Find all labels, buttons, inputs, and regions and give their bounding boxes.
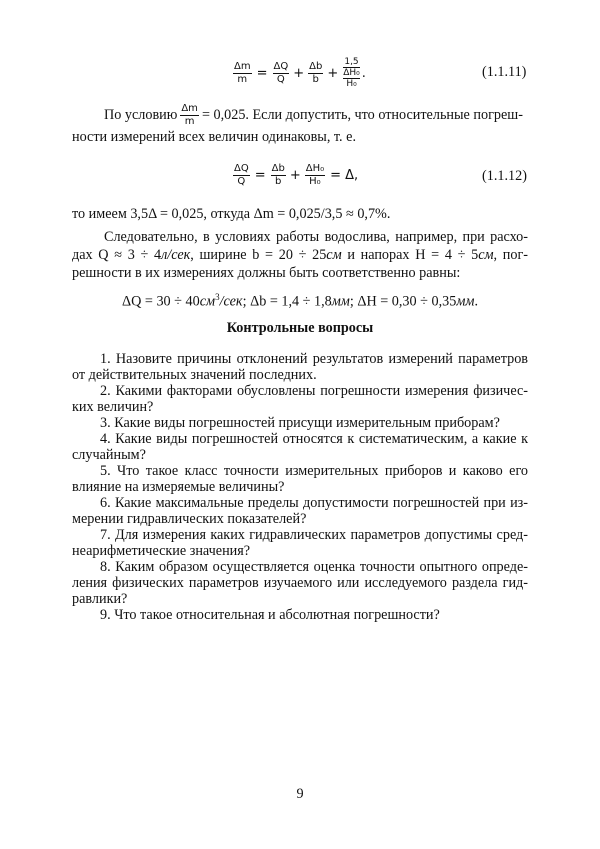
list-item: 5. Что такое класс точности измерительных приборов и каково его влияние на измеряемые величины? [72,463,528,495]
section-heading: Контрольные вопросы [226,320,374,336]
fraction: $\frac{\Delta m}{m}$ [234,60,251,85]
paragraph-line: решности в их измерениях должны быть соответственно равны: [72,265,461,281]
fraction: $\frac{\Delta m}{m}$ [181,102,198,127]
paragraph-line: Следовательно, в условиях работы водослива, например, при расхо- [104,229,528,245]
fraction: $\frac{\Delta b}{b}$ [309,60,323,85]
tolerance-equation: $\Delta Q = 30 \div 40см^3$/сек; Δb = 1,4 ÷ 1,8мм; ΔH = 0,30 ÷ 0,35мм. [121,292,478,310]
paragraph-line: По условию $\frac{\Delta m}{m}$ = 0,025. Если допустить, что относительные погреш- [104,102,523,127]
list-item: 1. Назовите причины отклонений результатов измерений параметров от действительных значений последних. [72,351,528,383]
list-item: 8. Каким образом осуществляется оценка точности опытного опреде- ления физических параметров изучаемого или исследуемого раздела гид- равлики? [72,559,528,607]
equation-number: (1.1.12) [482,168,527,184]
paragraph-line: ности измерений всех величин одинаковы, т. е. [72,129,356,145]
nested-fraction: 1,5 ΔH₀ H₀ [343,57,360,89]
list-item: 2. Какими факторами обусловлены погрешности измерения физичес- ких величин? [72,383,528,415]
equation-1-1-11: $\frac{\Delta m}{m}$ = $\frac{\Delta Q}{Q}$ + $\frac{\Delta b}{b}$ + 1,5 ΔH₀ H₀ . [234,57,366,89]
fraction: $\frac{\Delta b}{b}$ [271,162,285,187]
equation-number: (1.1.11) [482,64,527,80]
paragraph-line: дах Q ≈ 3 ÷ 4л/сек, ширине b = 20 ÷ 25см и напорах H = 4 ÷ 5см, пог- [72,247,529,263]
fraction: $\frac{\Delta Q}{Q}$ [273,60,289,85]
questions-list [72,351,528,623]
page-number: 9 [296,786,304,802]
equation-1-1-12: $\frac{\Delta Q}{Q}$ = $\frac{\Delta b}{b}$ + $\frac{\text{ΔH₀}}{\text{H₀}}$ = Δ, [234,162,359,187]
list-item: 7. Для измерения каких гидравлических параметров допустимы сред- неарифметические значения? [72,527,528,559]
fraction: $\frac{\text{ΔH₀}}{\text{H₀}}$ [305,162,325,187]
fraction: $\frac{\Delta Q}{Q}$ [234,162,249,187]
list-item: 6. Какие максимальные пределы допустимости погрешностей при из- мерении гидравлических показателей? [72,495,528,527]
list-item: 4. Какие виды погрешностей относятся к систематическим, а какие к случайным? [72,431,528,463]
list-item: 9. Что такое относительная и абсолютная погрешности? [100,607,440,623]
paragraph-line: то имеем 3,5Δ = 0,025, откуда Δm = 0,025/3,5 ≈ 0,7%. [72,206,391,222]
list-item: 3. Какие виды погрешностей присущи измерительным приборам? [100,415,500,431]
